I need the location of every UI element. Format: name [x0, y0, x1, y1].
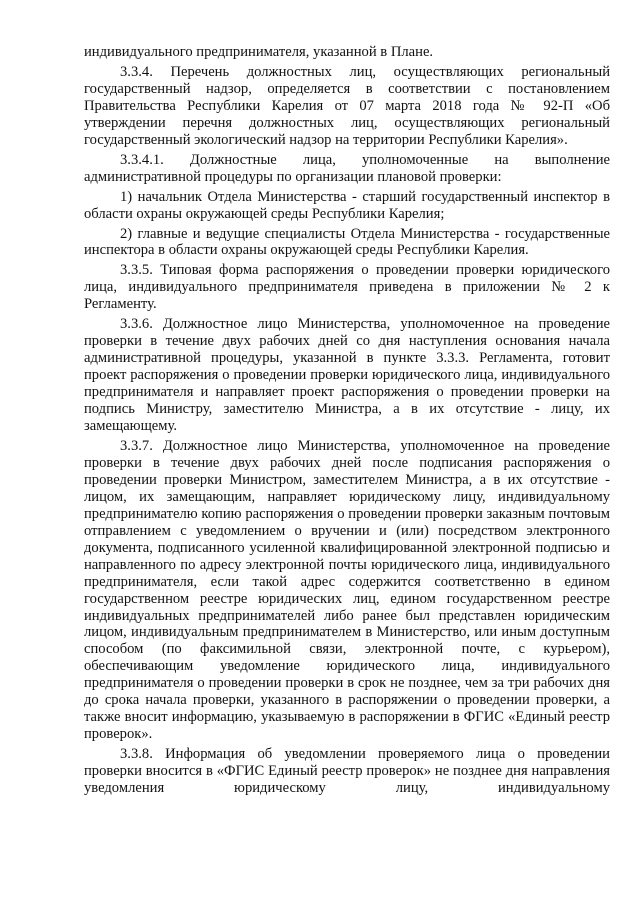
- paragraph-3-3-4-1: 3.3.4.1. Должностные лица, уполномоченные на выполнение административной процедуры по организации плановой проверки:: [84, 151, 610, 185]
- paragraph-3-3-7: 3.3.7. Должностное лицо Министерства, уполномоченное на проведение проверки в течение двух рабочих дней после подписания распоряжения о проведении проверки Министром, заместителем Министра, а в их отсутствие - лицом, их замещающим, направляет юридическому лицу, индивидуальному предпринимателю копию распоряжения о проведении проверки заказным почтовым отправлением с уведомлением о вручении и (или) посредством электронного документа, подписанного усиленной квалифицированной электронной подписью и направленного по адресу электронной почты юридического лица, индивидуального предпринимателя, если такой адрес содержится соответственно в едином государственном реестре юридических лиц, едином государственном реестре индивидуальных предпринимателей либо ранее был представлен юридическим лицом, индивидуальным предпринимателем в Министерство, или иным доступным способом (по факсимильной связи, электронной почте, с курьером), обеспечивающим уведомление юридического лица, индивидуального предпринимателя о проведении проверки в срок не позднее, чем за три рабочих дня до срока начала проверки, указанного в распоряжении о проведении проверки, а также вносит информацию, указываемую в распоряжении в ФГИС «Единый реестр проверок».: [84, 437, 610, 743]
- paragraph-3-3-4: 3.3.4. Перечень должностных лиц, осуществляющих региональный государственный надзор, определяется в соответствии с постановлением Правительства Республики Карелия от 07 марта 2018 года № 92-П «Об утверждении перечня должностных лиц, осуществляющих региональный государственный экологический надзор на территории Республики Карелия».: [84, 63, 610, 148]
- paragraph-3-3-5: 3.3.5. Типовая форма распоряжения о проведении проверки юридического лица, индивидуального предпринимателя приведена в приложении № 2 к Регламенту.: [84, 262, 610, 313]
- document-page: [84, 44, 610, 797]
- paragraph-3-3-6: 3.3.6. Должностное лицо Министерства, уполномоченное на проведение проверки в течение двух рабочих дней со дня наступления основания начала административной процедуры, указанной в пункте 3.3.3. Регламента, готовит проект распоряжения о проведении проверки юридического лица, индивидуального предпринимателя и направляет проект распоряжения о проведении проверки на подпись Министру, заместителю Министра, а в их отсутствие - лицу, их замещающему.: [84, 316, 610, 435]
- list-item-1: 1) начальник Отдела Министерства - старший государственный инспектор в области охраны окружающей среды Республики Карелия;: [84, 188, 610, 222]
- list-item-2: 2) главные и ведущие специалисты Отдела Министерства - государственные инспектора в области охраны окружающей среды Республики Карелия.: [84, 225, 610, 259]
- paragraph-continuation: индивидуального предпринимателя, указанной в Плане.: [84, 44, 434, 60]
- paragraph-3-3-8: 3.3.8. Информация об уведомлении проверяемого лица о проведении проверки вносится в «ФГИС Единый реестр проверок» не позднее дня направления уведомления юридическому лицу, индивидуальному: [84, 746, 610, 797]
